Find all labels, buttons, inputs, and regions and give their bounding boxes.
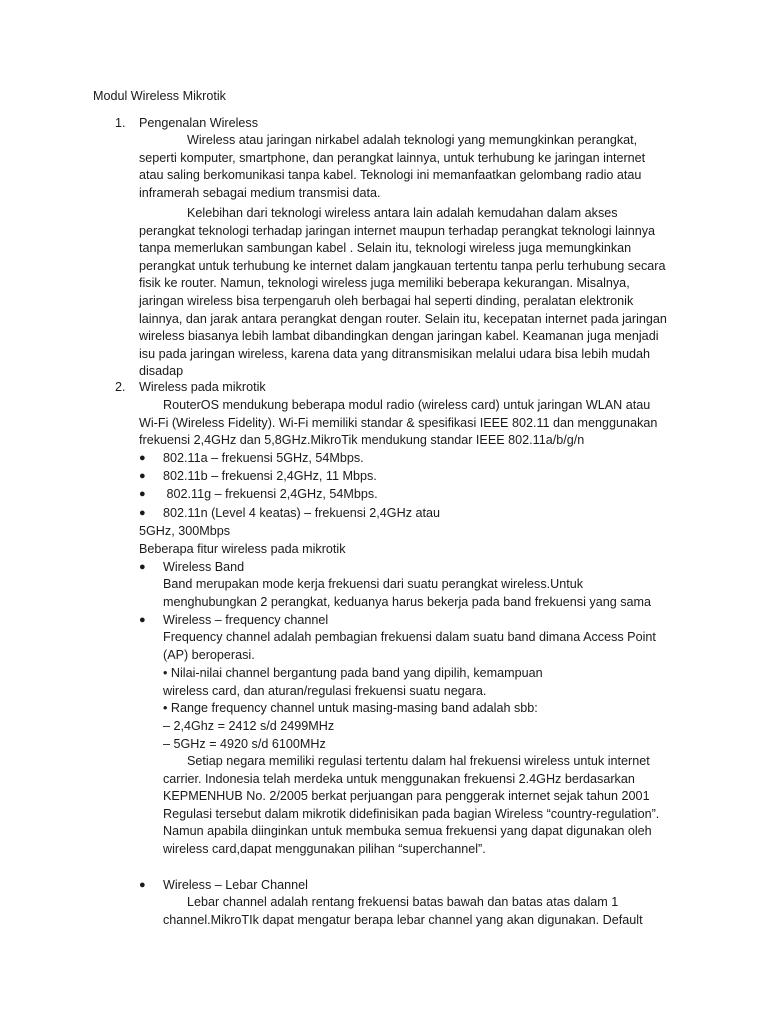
feature-description: Frequency channel adalah pembagian frekuensi dalam suatu band dimana Access Point (AP) beroperasi. <box>163 630 656 662</box>
list-item-text: 802.11g – frekuensi 2,4GHz, 54Mbps. <box>163 487 378 501</box>
bullet-icon: ● <box>139 614 146 626</box>
feature-title: Wireless Band <box>163 560 245 574</box>
list-item-text: 802.11a – frekuensi 5GHz, 54Mbps. <box>163 451 364 465</box>
bullet-icon: ● <box>139 561 146 573</box>
bullet-icon: ● <box>139 507 146 519</box>
section-title: Wireless pada mikrotik <box>139 380 266 394</box>
paragraph-wireless-pros-cons: Kelebihan dari teknologi wireless antara lain adalah kemudahan dalam akses perangkat teknologi terhadap jaringan internet maupun terhadap perangkat teknologi lainnya tanpa memerlukan sambungan kabel . Selain itu, teknologi wireless juga memungkinkan perangkat untuk terhubung ke internet dalam jangkauan tertentu tanpa perlu terhubung secara fisik ke router. Namun, teknologi wireless juga memiliki beberapa kekurangan. Misalnya, jaringan wireless bisa terpengaruh oleh berbagai hal seperti dinding, peralatan elektronik lainnya, dan jarak antara perangkat dengan router. Selain itu, kecepatan internet pada jaringan wireless biasanya lebih lambat dibandingkan dengan jaringan kabel. Keamanan juga menjadi isu pada jaringan wireless, karena data yang ditransmisikan melalui udara bisa lebih mudah disadap <box>139 206 667 379</box>
bullet-icon: ● <box>139 470 146 482</box>
feature-description: Band merupakan mode kerja frekuensi dari suatu perangkat wireless.Untuk menghubungkan 2 perangkat, keduanya harus bekerja pada band frekuensi yang sama <box>163 577 652 609</box>
detail-line: • Nilai-nilai channel bergantung pada band yang dipilih, kemampuan <box>163 666 543 680</box>
features-intro: Beberapa fitur wireless pada mikrotik <box>139 542 346 556</box>
feature-title: Wireless – Lebar Channel <box>163 878 308 892</box>
section-title: Pengenalan Wireless <box>139 116 259 130</box>
bullet-icon: ● <box>139 488 146 500</box>
list-item-text: 802.11n (Level 4 keatas) – frekuensi 2,4GHz atau <box>163 506 440 520</box>
bullet-icon: ● <box>139 879 146 891</box>
detail-line: wireless card, dan aturan/regulasi frekuensi suatu negara. <box>163 684 487 698</box>
detail-line: – 2,4Ghz = 2412 s/d 2499MHz <box>163 719 335 733</box>
document-title: Modul Wireless Mikrotik <box>93 89 226 103</box>
feature-title: Wireless – frequency channel <box>163 613 329 627</box>
paragraph-wireless-definition: Wireless atau jaringan nirkabel adalah teknologi yang memungkinkan perangkat, seperti komputer, smartphone, dan perangkat lainnya, untuk terhubung ke jaringan internet atau saling berkomunikasi tanpa kabel. Teknologi ini memanfaatkan gelombang radio atau inframerah sebagai medium transmisi data. <box>139 133 646 200</box>
paragraph-routeros: RouterOS mendukung beberapa modul radio (wireless card) untuk jaringan WLAN atau Wi-Fi (Wireless Fidelity). Wi-Fi memiliki standar & spesifikasi IEEE 802.11 dan menggunakan frekuensi 2,4GHz dan 5,8GHz.MikroTik mendukung standar IEEE 802.11a/b/g/n <box>139 398 658 448</box>
bullet-icon: ● <box>139 452 146 464</box>
section-number: 2. <box>115 380 126 394</box>
detail-line: – 5GHz = 4920 s/d 6100MHz <box>163 737 326 751</box>
section-number: 1. <box>115 116 126 130</box>
list-item-continuation: 5GHz, 300Mbps <box>139 524 230 538</box>
list-item-text: 802.11b – frekuensi 2,4GHz, 11 Mbps. <box>163 469 377 483</box>
paragraph-country-regulation: Setiap negara memiliki regulasi tertentu dalam hal frekuensi wireless untuk internet carrier. Indonesia telah merdeka untuk menggunakan frekuensi 2.4GHz berdasarkan KEPMENHUB No. 2/2005 berkat perjuangan para penggerak internet sejak tahun 2001 Regulasi tersebut dalam mikrotik didefinisikan pada bagian Wireless “country-regulation”. Namun apabila diinginkan untuk membuka semua frekuensi yang dapat digunakan oleh wireless card,dapat menggunakan pilihan “superchannel”. <box>163 754 660 856</box>
detail-line: • Range frequency channel untuk masing-masing band adalah sbb: <box>163 701 538 715</box>
feature-description: Lebar channel adalah rentang frekuensi batas bawah dan batas atas dalam 1 channel.MikroTIk dapat mengatur berapa lebar channel yang akan digunakan. Default <box>163 895 643 927</box>
